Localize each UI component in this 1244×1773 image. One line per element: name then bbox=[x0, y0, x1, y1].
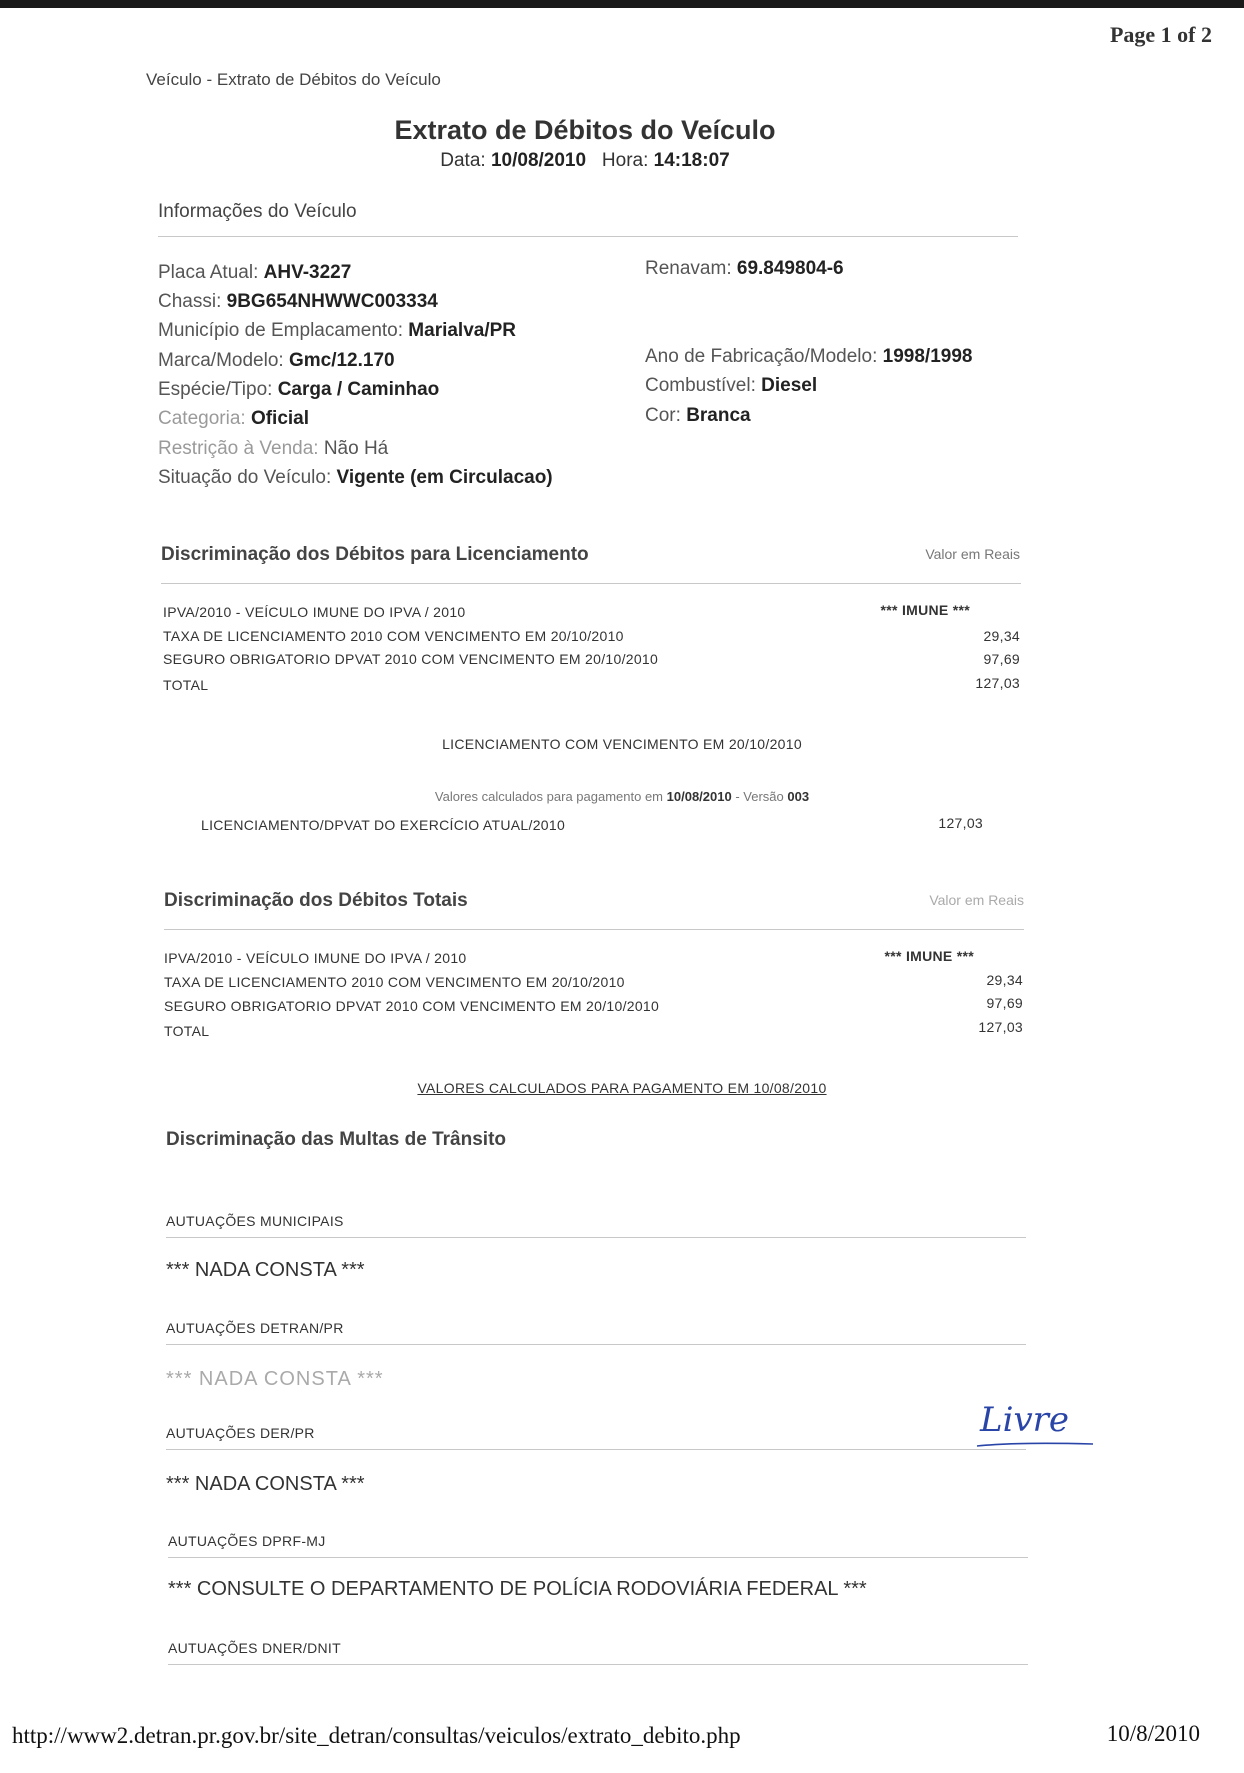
totais-row-value: 97,69 bbox=[986, 995, 1023, 1011]
renavam-field bbox=[645, 258, 844, 280]
combustivel-field bbox=[645, 375, 817, 397]
handwritten-underline bbox=[975, 1438, 1095, 1450]
categoria-label: Categoria: bbox=[158, 408, 246, 429]
renavam-label: Renavam: bbox=[645, 258, 732, 279]
licenciamento-row-value: *** IMUNE *** bbox=[880, 602, 970, 618]
multas-group-label: AUTUAÇÕES DPRF-MJ bbox=[168, 1533, 326, 1549]
divider bbox=[166, 1449, 1026, 1450]
divider bbox=[166, 1344, 1026, 1345]
especie-field bbox=[158, 379, 439, 401]
licenciamento-row-value: 29,34 bbox=[983, 628, 1020, 644]
renavam-value: 69.849804-6 bbox=[736, 258, 844, 279]
totais-row-desc: IPVA/2010 - VEÍCULO IMUNE DO IPVA / 2010 bbox=[164, 950, 467, 966]
multas-group-status: *** NADA CONSTA *** bbox=[166, 1259, 365, 1281]
multas-group-label: AUTUAÇÕES DNER/DNIT bbox=[168, 1640, 341, 1656]
divider bbox=[168, 1664, 1028, 1665]
situacao-value: Vigente (em Circulacao) bbox=[336, 467, 553, 488]
totais-total-value: 127,03 bbox=[978, 1019, 1023, 1035]
totais-row-value: 29,34 bbox=[986, 972, 1023, 988]
chassi-label: Chassi: bbox=[158, 291, 222, 312]
licenciamento-total-label: TOTAL bbox=[163, 677, 209, 693]
municipio-field bbox=[158, 320, 516, 342]
chassi-field bbox=[158, 291, 438, 313]
marca-label: Marca/Modelo: bbox=[158, 350, 284, 371]
totais-calc-heading: VALORES CALCULADOS PARA PAGAMENTO EM 10/08/2010 bbox=[417, 1080, 827, 1096]
multas-group-status: *** NADA CONSTA *** bbox=[166, 1473, 365, 1495]
licenciamento-row-desc: TAXA DE LICENCIAMENTO 2010 COM VENCIMENTO EM 20/10/2010 bbox=[163, 628, 624, 644]
restricao-label: Restrição à Venda: bbox=[158, 438, 319, 459]
date-label: Data: bbox=[440, 150, 486, 171]
divider bbox=[168, 1557, 1028, 1558]
totais-total-label: TOTAL bbox=[164, 1023, 210, 1039]
page-number: Page 1 of 2 bbox=[1109, 22, 1212, 47]
page-title: Extrato de Débitos do Veículo bbox=[394, 115, 776, 145]
licenciamento-row-value: 97,69 bbox=[983, 651, 1020, 667]
calc-note-suffix: - Versão bbox=[735, 789, 784, 804]
especie-value: Carga / Caminhao bbox=[277, 379, 440, 400]
categoria-value: Oficial bbox=[250, 408, 310, 429]
licenciamento-section-title: Discriminação dos Débitos para Licenciamento bbox=[161, 544, 589, 565]
especie-label: Espécie/Tipo: bbox=[158, 379, 273, 400]
multas-section-title: Discriminação das Multas de Trânsito bbox=[166, 1129, 506, 1150]
categoria-field bbox=[158, 408, 309, 430]
licenciamento-total-value: 127,03 bbox=[975, 675, 1020, 691]
marca-value: Gmc/12.170 bbox=[288, 350, 395, 371]
vehicle-section-title: Informações do Veículo bbox=[158, 201, 357, 222]
time-label: Hora: bbox=[601, 150, 649, 171]
divider bbox=[164, 929, 1024, 930]
totais-valor-label: Valor em Reais bbox=[929, 892, 1024, 908]
multas-group-status: *** NADA CONSTA *** bbox=[166, 1368, 384, 1390]
combustivel-label: Combustível: bbox=[645, 375, 756, 396]
footer-url: http://www2.detran.pr.gov.br/site_detran/consultas/veiculos/extrato_debito.php bbox=[12, 1723, 741, 1748]
multas-group-label: AUTUAÇÕES MUNICIPAIS bbox=[166, 1213, 344, 1229]
municipio-label: Município de Emplacamento: bbox=[158, 320, 404, 341]
totais-row-desc: TAXA DE LICENCIAMENTO 2010 COM VENCIMENTO EM 20/10/2010 bbox=[164, 974, 625, 990]
cor-label: Cor: bbox=[645, 405, 681, 426]
calc-note-date: 10/08/2010 bbox=[666, 789, 732, 804]
calc-note-version: 003 bbox=[787, 789, 810, 804]
municipio-value: Marialva/PR bbox=[408, 320, 517, 341]
totais-section-title: Discriminação dos Débitos Totais bbox=[164, 890, 468, 911]
placa-label: Placa Atual: bbox=[158, 262, 259, 283]
totais-row-value: *** IMUNE *** bbox=[884, 948, 974, 964]
placa-field bbox=[158, 262, 351, 284]
exercicio-value: 127,03 bbox=[938, 815, 983, 831]
ano-field bbox=[645, 346, 972, 368]
licenciamento-row-desc: IPVA/2010 - VEÍCULO IMUNE DO IPVA / 2010 bbox=[163, 604, 466, 620]
ano-value: 1998/1998 bbox=[882, 346, 973, 367]
multas-group-status: *** CONSULTE O DEPARTAMENTO DE POLÍCIA RODOVIÁRIA FEDERAL *** bbox=[168, 1578, 867, 1600]
calc-note bbox=[0, 789, 1244, 804]
footer-date: 10/8/2010 bbox=[1106, 1721, 1200, 1746]
multas-group-label: AUTUAÇÕES DETRAN/PR bbox=[166, 1320, 344, 1336]
licenciamento-valor-label: Valor em Reais bbox=[925, 546, 1020, 562]
restricao-field bbox=[158, 438, 388, 460]
scan-top-border bbox=[0, 0, 1244, 8]
licenciamento-row-desc: SEGURO OBRIGATORIO DPVAT 2010 COM VENCIMENTO EM 20/10/2010 bbox=[163, 651, 659, 667]
totais-row-desc: SEGURO OBRIGATORIO DPVAT 2010 COM VENCIMENTO EM 20/10/2010 bbox=[164, 998, 660, 1014]
cor-value: Branca bbox=[686, 405, 751, 426]
marca-field bbox=[158, 350, 395, 372]
cor-field bbox=[645, 405, 751, 427]
date-value: 10/08/2010 bbox=[490, 150, 587, 171]
chassi-value: 9BG654NHWWC003334 bbox=[226, 291, 438, 312]
date-time-line bbox=[0, 150, 1170, 172]
exercicio-label: LICENCIAMENTO/DPVAT DO EXERCÍCIO ATUAL/2010 bbox=[201, 817, 566, 833]
time-value: 14:18:07 bbox=[653, 150, 730, 171]
calc-note-prefix: Valores calculados para pagamento em bbox=[434, 789, 664, 804]
placa-value: AHV-3227 bbox=[263, 262, 352, 283]
situacao-field bbox=[158, 467, 553, 489]
combustivel-value: Diesel bbox=[761, 375, 818, 396]
handwritten-note: Livre bbox=[980, 1400, 1070, 1440]
licenciamento-vencimento: LICENCIAMENTO COM VENCIMENTO EM 20/10/2010 bbox=[442, 736, 802, 752]
multas-group-label: AUTUAÇÕES DER/PR bbox=[166, 1425, 315, 1441]
situacao-label: Situação do Veículo: bbox=[158, 467, 332, 488]
ano-label: Ano de Fabricação/Modelo: bbox=[645, 346, 878, 367]
divider bbox=[158, 236, 1018, 237]
divider bbox=[161, 583, 1021, 584]
restricao-value: Não Há bbox=[323, 438, 389, 459]
breadcrumb: Veículo - Extrato de Débitos do Veículo bbox=[146, 70, 441, 89]
divider bbox=[166, 1237, 1026, 1238]
